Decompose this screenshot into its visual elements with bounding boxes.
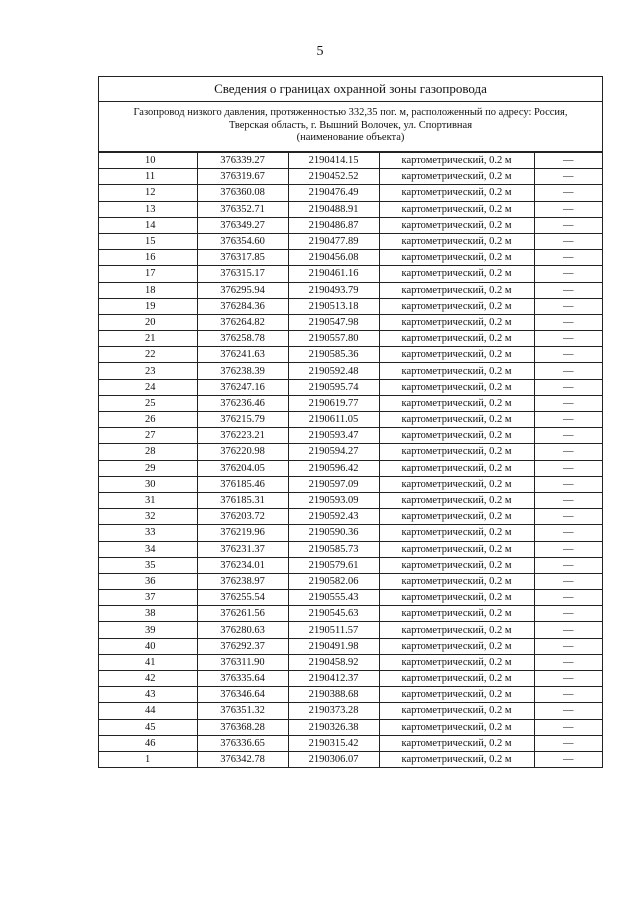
object-description: [99, 102, 602, 152]
table-row: [99, 590, 602, 606]
table-row: [99, 719, 602, 735]
coord-y: 2190456.08: [288, 250, 379, 266]
note-cell: —: [534, 671, 602, 687]
note-cell: —: [534, 379, 602, 395]
note-cell: —: [534, 298, 602, 314]
point-number: 10: [99, 153, 197, 169]
note-cell: —: [534, 606, 602, 622]
method-cell: картометрический, 0.2 м: [379, 169, 534, 185]
table-row: [99, 460, 602, 476]
point-number: 24: [99, 379, 197, 395]
point-number: 39: [99, 622, 197, 638]
coord-x: 376335.64: [197, 671, 288, 687]
coord-x: 376280.63: [197, 622, 288, 638]
table-row: [99, 233, 602, 249]
note-cell: —: [534, 444, 602, 460]
method-cell: картометрический, 0.2 м: [379, 363, 534, 379]
point-number: 38: [99, 606, 197, 622]
point-number: 26: [99, 412, 197, 428]
note-cell: —: [534, 476, 602, 492]
coord-y: 2190585.36: [288, 347, 379, 363]
coord-y: 2190555.43: [288, 590, 379, 606]
note-cell: —: [534, 719, 602, 735]
coord-y: 2190582.06: [288, 573, 379, 589]
point-number: 35: [99, 557, 197, 573]
coord-x: 376352.71: [197, 201, 288, 217]
table-row: [99, 217, 602, 233]
table-row: [99, 185, 602, 201]
note-cell: —: [534, 525, 602, 541]
point-number: 34: [99, 541, 197, 557]
method-cell: картометрический, 0.2 м: [379, 201, 534, 217]
coord-y: 2190491.98: [288, 638, 379, 654]
point-number: 15: [99, 233, 197, 249]
point-number: 21: [99, 331, 197, 347]
coord-y: 2190461.16: [288, 266, 379, 282]
coord-y: 2190579.61: [288, 557, 379, 573]
coord-x: 376234.01: [197, 557, 288, 573]
point-number: 19: [99, 298, 197, 314]
coord-y: 2190593.47: [288, 428, 379, 444]
note-cell: —: [534, 217, 602, 233]
coord-y: 2190373.28: [288, 703, 379, 719]
coord-y: 2190547.98: [288, 314, 379, 330]
note-cell: —: [534, 250, 602, 266]
coord-y: 2190595.74: [288, 379, 379, 395]
method-cell: картометрический, 0.2 м: [379, 525, 534, 541]
description-line-1: Газопровод низкого давления, протяженностью 332,35 пог. м, расположенный по адресу: Россия,: [133, 107, 568, 118]
coord-x: 376247.16: [197, 379, 288, 395]
note-cell: —: [534, 638, 602, 654]
description-line-2: Тверская область, г. Вышний Волочек, ул. Спортивная: [228, 119, 473, 131]
point-number: 42: [99, 671, 197, 687]
table-row: [99, 314, 602, 330]
method-cell: картометрический, 0.2 м: [379, 719, 534, 735]
method-cell: картометрический, 0.2 м: [379, 476, 534, 492]
coord-x: 376336.65: [197, 735, 288, 751]
point-number: 22: [99, 347, 197, 363]
point-number: 40: [99, 638, 197, 654]
table-row: [99, 751, 602, 767]
note-cell: —: [534, 331, 602, 347]
point-number: 13: [99, 201, 197, 217]
coord-x: 376264.82: [197, 314, 288, 330]
table-row: [99, 363, 602, 379]
coord-y: 2190592.48: [288, 363, 379, 379]
table-row: [99, 703, 602, 719]
coord-x: 376319.67: [197, 169, 288, 185]
table-row: [99, 671, 602, 687]
table-row: [99, 395, 602, 411]
coordinates-table: [99, 152, 602, 767]
method-cell: картометрический, 0.2 м: [379, 687, 534, 703]
coord-y: 2190596.42: [288, 460, 379, 476]
coord-y: 2190597.09: [288, 476, 379, 492]
note-cell: —: [534, 266, 602, 282]
note-cell: —: [534, 153, 602, 169]
point-number: 17: [99, 266, 197, 282]
note-cell: —: [534, 492, 602, 508]
coord-x: 376354.60: [197, 233, 288, 249]
note-cell: —: [534, 622, 602, 638]
method-cell: картометрический, 0.2 м: [379, 217, 534, 233]
note-cell: —: [534, 590, 602, 606]
method-cell: картометрический, 0.2 м: [379, 412, 534, 428]
coord-y: 2190452.52: [288, 169, 379, 185]
table-row: [99, 687, 602, 703]
note-cell: —: [534, 687, 602, 703]
method-cell: картометрический, 0.2 м: [379, 314, 534, 330]
coord-y: 2190593.09: [288, 492, 379, 508]
coord-y: 2190513.18: [288, 298, 379, 314]
table-title: Сведения о границах охранной зоны газопровода: [99, 77, 602, 102]
boundary-table-sheet: [98, 76, 603, 768]
table-row: [99, 606, 602, 622]
coord-x: 376204.05: [197, 460, 288, 476]
coord-x: 376368.28: [197, 719, 288, 735]
coord-y: 2190412.37: [288, 671, 379, 687]
method-cell: картометрический, 0.2 м: [379, 250, 534, 266]
description-note: (наименование объекта): [296, 132, 405, 143]
table-row: [99, 266, 602, 282]
coord-x: 376236.46: [197, 395, 288, 411]
table-row: [99, 573, 602, 589]
method-cell: картометрический, 0.2 м: [379, 622, 534, 638]
note-cell: —: [534, 557, 602, 573]
note-cell: —: [534, 703, 602, 719]
coord-y: 2190414.15: [288, 153, 379, 169]
point-number: 37: [99, 590, 197, 606]
coord-x: 376317.85: [197, 250, 288, 266]
coord-y: 2190557.80: [288, 331, 379, 347]
coord-y: 2190326.38: [288, 719, 379, 735]
coord-x: 376215.79: [197, 412, 288, 428]
method-cell: картометрический, 0.2 м: [379, 298, 534, 314]
table-row: [99, 331, 602, 347]
coord-x: 376185.46: [197, 476, 288, 492]
coord-x: 376284.36: [197, 298, 288, 314]
point-number: 41: [99, 654, 197, 670]
note-cell: —: [534, 347, 602, 363]
coord-y: 2190306.07: [288, 751, 379, 767]
coord-y: 2190619.77: [288, 395, 379, 411]
point-number: 25: [99, 395, 197, 411]
method-cell: картометрический, 0.2 м: [379, 671, 534, 687]
coord-x: 376219.96: [197, 525, 288, 541]
table-row: [99, 298, 602, 314]
coord-x: 376311.90: [197, 654, 288, 670]
point-number: 43: [99, 687, 197, 703]
coord-x: 376342.78: [197, 751, 288, 767]
method-cell: картометрический, 0.2 м: [379, 185, 534, 201]
coord-y: 2190488.91: [288, 201, 379, 217]
coord-y: 2190590.36: [288, 525, 379, 541]
method-cell: картометрический, 0.2 м: [379, 509, 534, 525]
coord-y: 2190476.49: [288, 185, 379, 201]
point-number: 23: [99, 363, 197, 379]
note-cell: —: [534, 573, 602, 589]
method-cell: картометрический, 0.2 м: [379, 735, 534, 751]
point-number: 14: [99, 217, 197, 233]
coord-x: 376238.97: [197, 573, 288, 589]
note-cell: —: [534, 509, 602, 525]
table-row: [99, 201, 602, 217]
table-row: [99, 282, 602, 298]
method-cell: картометрический, 0.2 м: [379, 638, 534, 654]
table-row: [99, 476, 602, 492]
coord-y: 2190477.89: [288, 233, 379, 249]
note-cell: —: [534, 460, 602, 476]
coord-y: 2190511.57: [288, 622, 379, 638]
point-number: 18: [99, 282, 197, 298]
method-cell: картометрический, 0.2 м: [379, 703, 534, 719]
table-row: [99, 169, 602, 185]
coord-x: 376238.39: [197, 363, 288, 379]
coord-x: 376295.94: [197, 282, 288, 298]
table-row: [99, 428, 602, 444]
table-row: [99, 654, 602, 670]
point-number: 27: [99, 428, 197, 444]
coord-y: 2190594.27: [288, 444, 379, 460]
point-number: 46: [99, 735, 197, 751]
coord-y: 2190493.79: [288, 282, 379, 298]
method-cell: картометрический, 0.2 м: [379, 233, 534, 249]
note-cell: —: [534, 185, 602, 201]
method-cell: картометрический, 0.2 м: [379, 606, 534, 622]
note-cell: —: [534, 233, 602, 249]
table-row: [99, 622, 602, 638]
method-cell: картометрический, 0.2 м: [379, 379, 534, 395]
note-cell: —: [534, 412, 602, 428]
coord-y: 2190585.73: [288, 541, 379, 557]
table-row: [99, 379, 602, 395]
method-cell: картометрический, 0.2 м: [379, 331, 534, 347]
point-number: 16: [99, 250, 197, 266]
page-number: 5: [316, 44, 324, 59]
coord-x: 376351.32: [197, 703, 288, 719]
point-number: 33: [99, 525, 197, 541]
coord-y: 2190458.92: [288, 654, 379, 670]
method-cell: картометрический, 0.2 м: [379, 751, 534, 767]
method-cell: картометрический, 0.2 м: [379, 266, 534, 282]
table-row: [99, 525, 602, 541]
point-number: 1: [99, 751, 197, 767]
method-cell: картометрический, 0.2 м: [379, 460, 534, 476]
table-row: [99, 347, 602, 363]
table-row: [99, 735, 602, 751]
coord-x: 376203.72: [197, 509, 288, 525]
point-number: 20: [99, 314, 197, 330]
point-number: 30: [99, 476, 197, 492]
note-cell: —: [534, 654, 602, 670]
table-row: [99, 412, 602, 428]
note-cell: —: [534, 201, 602, 217]
note-cell: —: [534, 363, 602, 379]
method-cell: картометрический, 0.2 м: [379, 590, 534, 606]
note-cell: —: [534, 428, 602, 444]
table-row: [99, 541, 602, 557]
coord-y: 2190388.68: [288, 687, 379, 703]
coord-x: 376315.17: [197, 266, 288, 282]
method-cell: картометрический, 0.2 м: [379, 153, 534, 169]
point-number: 12: [99, 185, 197, 201]
note-cell: —: [534, 282, 602, 298]
table-row: [99, 557, 602, 573]
method-cell: картометрический, 0.2 м: [379, 347, 534, 363]
coord-x: 376231.37: [197, 541, 288, 557]
method-cell: картометрический, 0.2 м: [379, 428, 534, 444]
point-number: 36: [99, 573, 197, 589]
note-cell: —: [534, 314, 602, 330]
method-cell: картометрический, 0.2 м: [379, 492, 534, 508]
coord-x: 376339.27: [197, 153, 288, 169]
coord-y: 2190315.42: [288, 735, 379, 751]
method-cell: картометрический, 0.2 м: [379, 541, 534, 557]
note-cell: —: [534, 735, 602, 751]
coord-y: 2190486.87: [288, 217, 379, 233]
note-cell: —: [534, 169, 602, 185]
coord-x: 376360.08: [197, 185, 288, 201]
point-number: 11: [99, 169, 197, 185]
coord-x: 376220.98: [197, 444, 288, 460]
coord-y: 2190592.43: [288, 509, 379, 525]
coord-x: 376349.27: [197, 217, 288, 233]
coord-x: 376292.37: [197, 638, 288, 654]
table-row: [99, 509, 602, 525]
method-cell: картометрический, 0.2 м: [379, 654, 534, 670]
method-cell: картометрический, 0.2 м: [379, 444, 534, 460]
coord-y: 2190611.05: [288, 412, 379, 428]
coord-y: 2190545.63: [288, 606, 379, 622]
table-row: [99, 153, 602, 169]
method-cell: картометрический, 0.2 м: [379, 282, 534, 298]
method-cell: картометрический, 0.2 м: [379, 557, 534, 573]
coord-x: 376261.56: [197, 606, 288, 622]
point-number: 32: [99, 509, 197, 525]
point-number: 45: [99, 719, 197, 735]
note-cell: —: [534, 541, 602, 557]
note-cell: —: [534, 751, 602, 767]
note-cell: —: [534, 395, 602, 411]
coord-x: 376185.31: [197, 492, 288, 508]
point-number: 31: [99, 492, 197, 508]
table-row: [99, 250, 602, 266]
method-cell: картометрический, 0.2 м: [379, 573, 534, 589]
point-number: 28: [99, 444, 197, 460]
coord-x: 376223.21: [197, 428, 288, 444]
point-number: 29: [99, 460, 197, 476]
table-row: [99, 638, 602, 654]
coord-x: 376241.63: [197, 347, 288, 363]
coord-x: 376258.78: [197, 331, 288, 347]
coord-x: 376346.64: [197, 687, 288, 703]
coord-x: 376255.54: [197, 590, 288, 606]
method-cell: картометрический, 0.2 м: [379, 395, 534, 411]
table-row: [99, 444, 602, 460]
table-row: [99, 492, 602, 508]
point-number: 44: [99, 703, 197, 719]
